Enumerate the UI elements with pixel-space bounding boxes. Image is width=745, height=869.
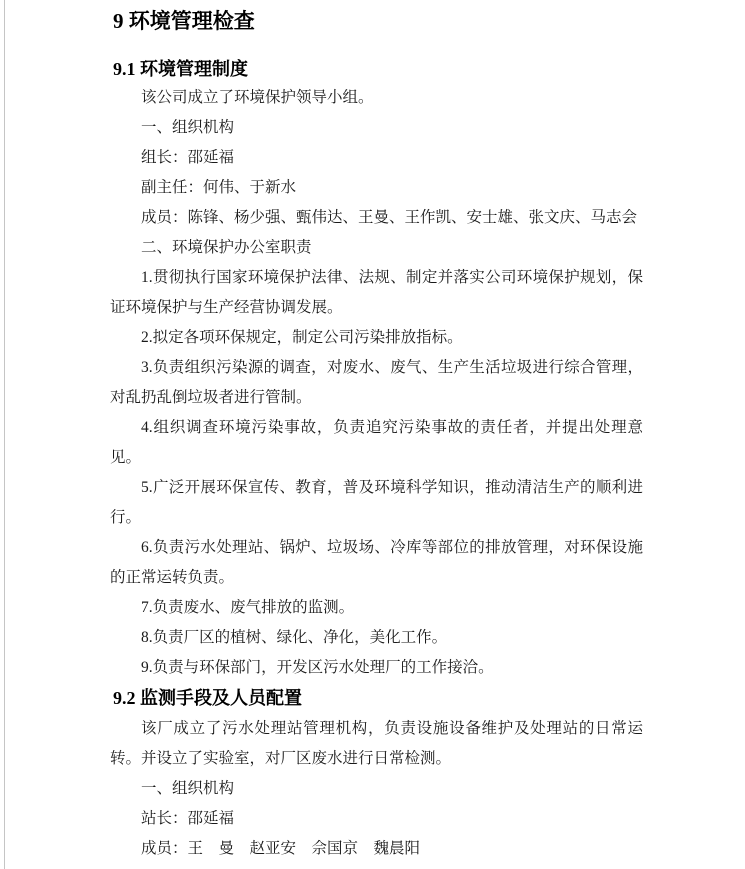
paragraph: 该公司成立了环境保护领导小组。 [141,89,374,106]
paragraph: 9.负责与环保部门，开发区污水处理厂的工作接洽。 [141,659,494,676]
paragraph: 站长：邵延福 [141,810,235,827]
sections [110,57,643,864]
doc-section [110,686,643,864]
paragraph: 副主任：何伟、于新水 [141,179,297,196]
paragraph: 3.负责组织污染源的调查，对废水、废气、生产生活垃圾进行综合管理，对乱扔乱倒垃圾者进行管制。 [110,359,643,406]
paragraph: 2.拟定各项环保规定，制定公司污染排放指标。 [141,329,463,346]
paragraph: 组长：邵延福 [141,149,235,166]
paragraph: 成员：陈锋、杨少强、甄伟达、王曼、王作凯、安士雄、张文庆、马志会 [141,209,638,226]
paragraph: 8.负责厂区的植树、绿化、净化，美化工作。 [141,629,448,646]
paragraph: 该厂成立了污水处理站管理机构，负责设施设备维护及处理站的日常运转。并设立了实验室，对厂区废水进行日常检测。 [110,720,643,767]
doc-section [110,57,643,683]
paragraph: 1.贯彻执行国家环境保护法律、法规、制定并落实公司环境保护规划，保证环境保护与生产经营协调发展。 [110,269,643,316]
paragraph: 成员：王 曼 赵亚安 佘国京 魏晨阳 [141,840,421,857]
chapter-heading: 9 环境管理检查 [113,9,255,33]
subsection-heading: 9.2 监测手段及人员配置 [113,688,302,708]
page-edge-line [4,0,5,869]
paragraph: 二、环境保护办公室职责 [141,239,312,256]
document-content [110,0,643,864]
paragraph: 6.负责污水处理站、锅炉、垃圾场、冷库等部位的排放管理，对环保设施的正常运转负责。 [110,539,643,586]
paragraph: 一、组织机构 [141,780,235,797]
subsection-heading: 9.1 环境管理制度 [113,59,248,79]
paragraph: 4.组织调查环境污染事故，负责追究污染事故的责任者，并提出处理意见。 [110,419,643,466]
paragraph: 5.广泛开展环保宣传、教育，普及环境科学知识，推动清洁生产的顺利进行。 [110,479,643,526]
paragraph: 一、组织机构 [141,119,235,136]
paragraph: 7.负责废水、废气排放的监测。 [141,599,355,616]
